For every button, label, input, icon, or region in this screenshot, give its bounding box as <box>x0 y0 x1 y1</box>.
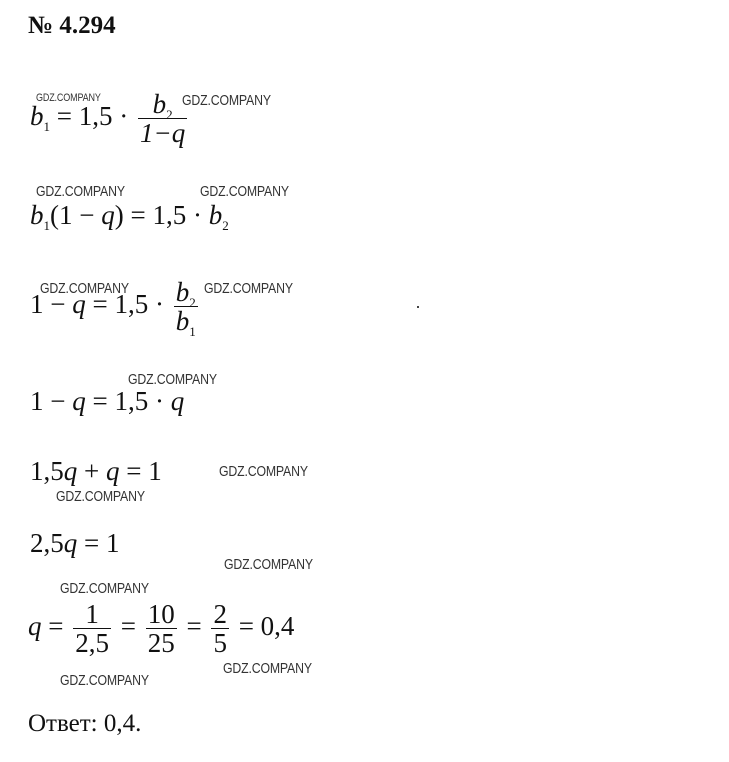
watermark: GDZ.COMPANY <box>40 280 129 297</box>
watermark: GDZ.COMPANY <box>36 92 101 104</box>
problem-number: № 4.294 <box>28 12 116 39</box>
coefficient: 1,5 <box>114 386 149 416</box>
symbol-q: q <box>63 528 78 558</box>
result-value: 1 <box>148 456 162 486</box>
fraction-denominator: $b_1$ <box>175 306 196 340</box>
answer-text: Ответ: 0,4. <box>28 710 142 737</box>
equals-sign: = <box>126 456 142 486</box>
watermark: GDZ.COMPANY <box>56 488 145 505</box>
multiply-dot: · <box>154 289 164 320</box>
equals-sign: = <box>48 611 64 642</box>
subscript: 1 <box>43 119 50 135</box>
result-value: 1 <box>105 528 120 558</box>
coefficient: 1,5 <box>78 101 113 132</box>
symbol-q: q <box>72 289 86 320</box>
fraction-numerator: $b_2$ <box>175 277 196 310</box>
one-minus: 1 − <box>30 386 66 416</box>
coefficient: 2,5 <box>30 528 64 558</box>
multiply-dot: · <box>154 386 164 416</box>
final-result: = 0,4 <box>238 611 295 642</box>
subscript: 2 <box>222 218 229 233</box>
watermark: GDZ.COMPANY <box>204 280 293 297</box>
watermark: GDZ.COMPANY <box>36 183 125 200</box>
coefficient: 1,5 <box>114 289 149 320</box>
fraction-2 <box>146 600 177 658</box>
coefficient: 1,5 <box>152 200 187 230</box>
fraction <box>138 90 187 148</box>
subscript: 1 <box>43 218 50 233</box>
symbol-q: q <box>105 456 120 486</box>
fraction-3 <box>211 600 229 658</box>
plus-sign: + <box>84 456 100 486</box>
watermark: GDZ.COMPANY <box>200 183 289 200</box>
coefficient: 1,5 <box>30 456 64 486</box>
one-minus: 1 − <box>30 289 66 320</box>
multiply-dot: · <box>119 101 129 132</box>
symbol-b: b <box>30 200 44 230</box>
symbol-q: q <box>72 386 86 416</box>
equals-sign: = <box>92 386 108 416</box>
fraction-numerator: 10 <box>147 599 175 629</box>
equals-sign: = <box>130 200 146 230</box>
symbol-q: q <box>101 200 115 230</box>
open-paren: (1 − <box>50 200 102 230</box>
symbol-b: b <box>208 200 223 230</box>
fraction <box>174 277 198 340</box>
fraction-1 <box>73 600 111 658</box>
equation-step-4 <box>30 388 184 415</box>
fraction-denominator: 5 <box>213 628 227 659</box>
close-paren: ) <box>114 200 124 230</box>
watermark: GDZ.COMPANY <box>224 556 313 573</box>
watermark: GDZ.COMPANY <box>223 660 312 677</box>
equation-step-2 <box>30 200 229 233</box>
equation-step-5 <box>30 458 162 485</box>
watermark: GDZ.COMPANY <box>182 92 271 109</box>
fraction-numerator: 1 <box>73 600 111 629</box>
equals-sign: = <box>120 611 136 642</box>
fraction-denominator: 2,5 <box>75 628 109 659</box>
fraction-denominator: 1−q <box>139 118 186 149</box>
stray-dot <box>417 306 419 308</box>
fraction-numerator: $b_2$ <box>138 90 187 119</box>
equals-sign: = <box>92 289 108 320</box>
equation-step-7 <box>28 600 294 658</box>
equals-sign: = <box>84 528 100 558</box>
watermark: GDZ.COMPANY <box>219 463 308 480</box>
fraction-numerator: 2 <box>213 599 227 629</box>
multiply-dot: · <box>192 200 202 230</box>
equals-sign: = <box>186 611 202 642</box>
symbol-q: q <box>170 386 185 416</box>
watermark: GDZ.COMPANY <box>60 672 149 689</box>
equation-step-6 <box>30 530 119 557</box>
watermark: GDZ.COMPANY <box>60 580 149 597</box>
watermark: GDZ.COMPANY <box>128 371 217 388</box>
symbol-q: q <box>28 611 42 642</box>
symbol-q: q <box>63 456 78 486</box>
symbol-b: b <box>30 101 44 132</box>
fraction-denominator: 25 <box>147 628 175 659</box>
equals-sign: = <box>56 101 72 132</box>
